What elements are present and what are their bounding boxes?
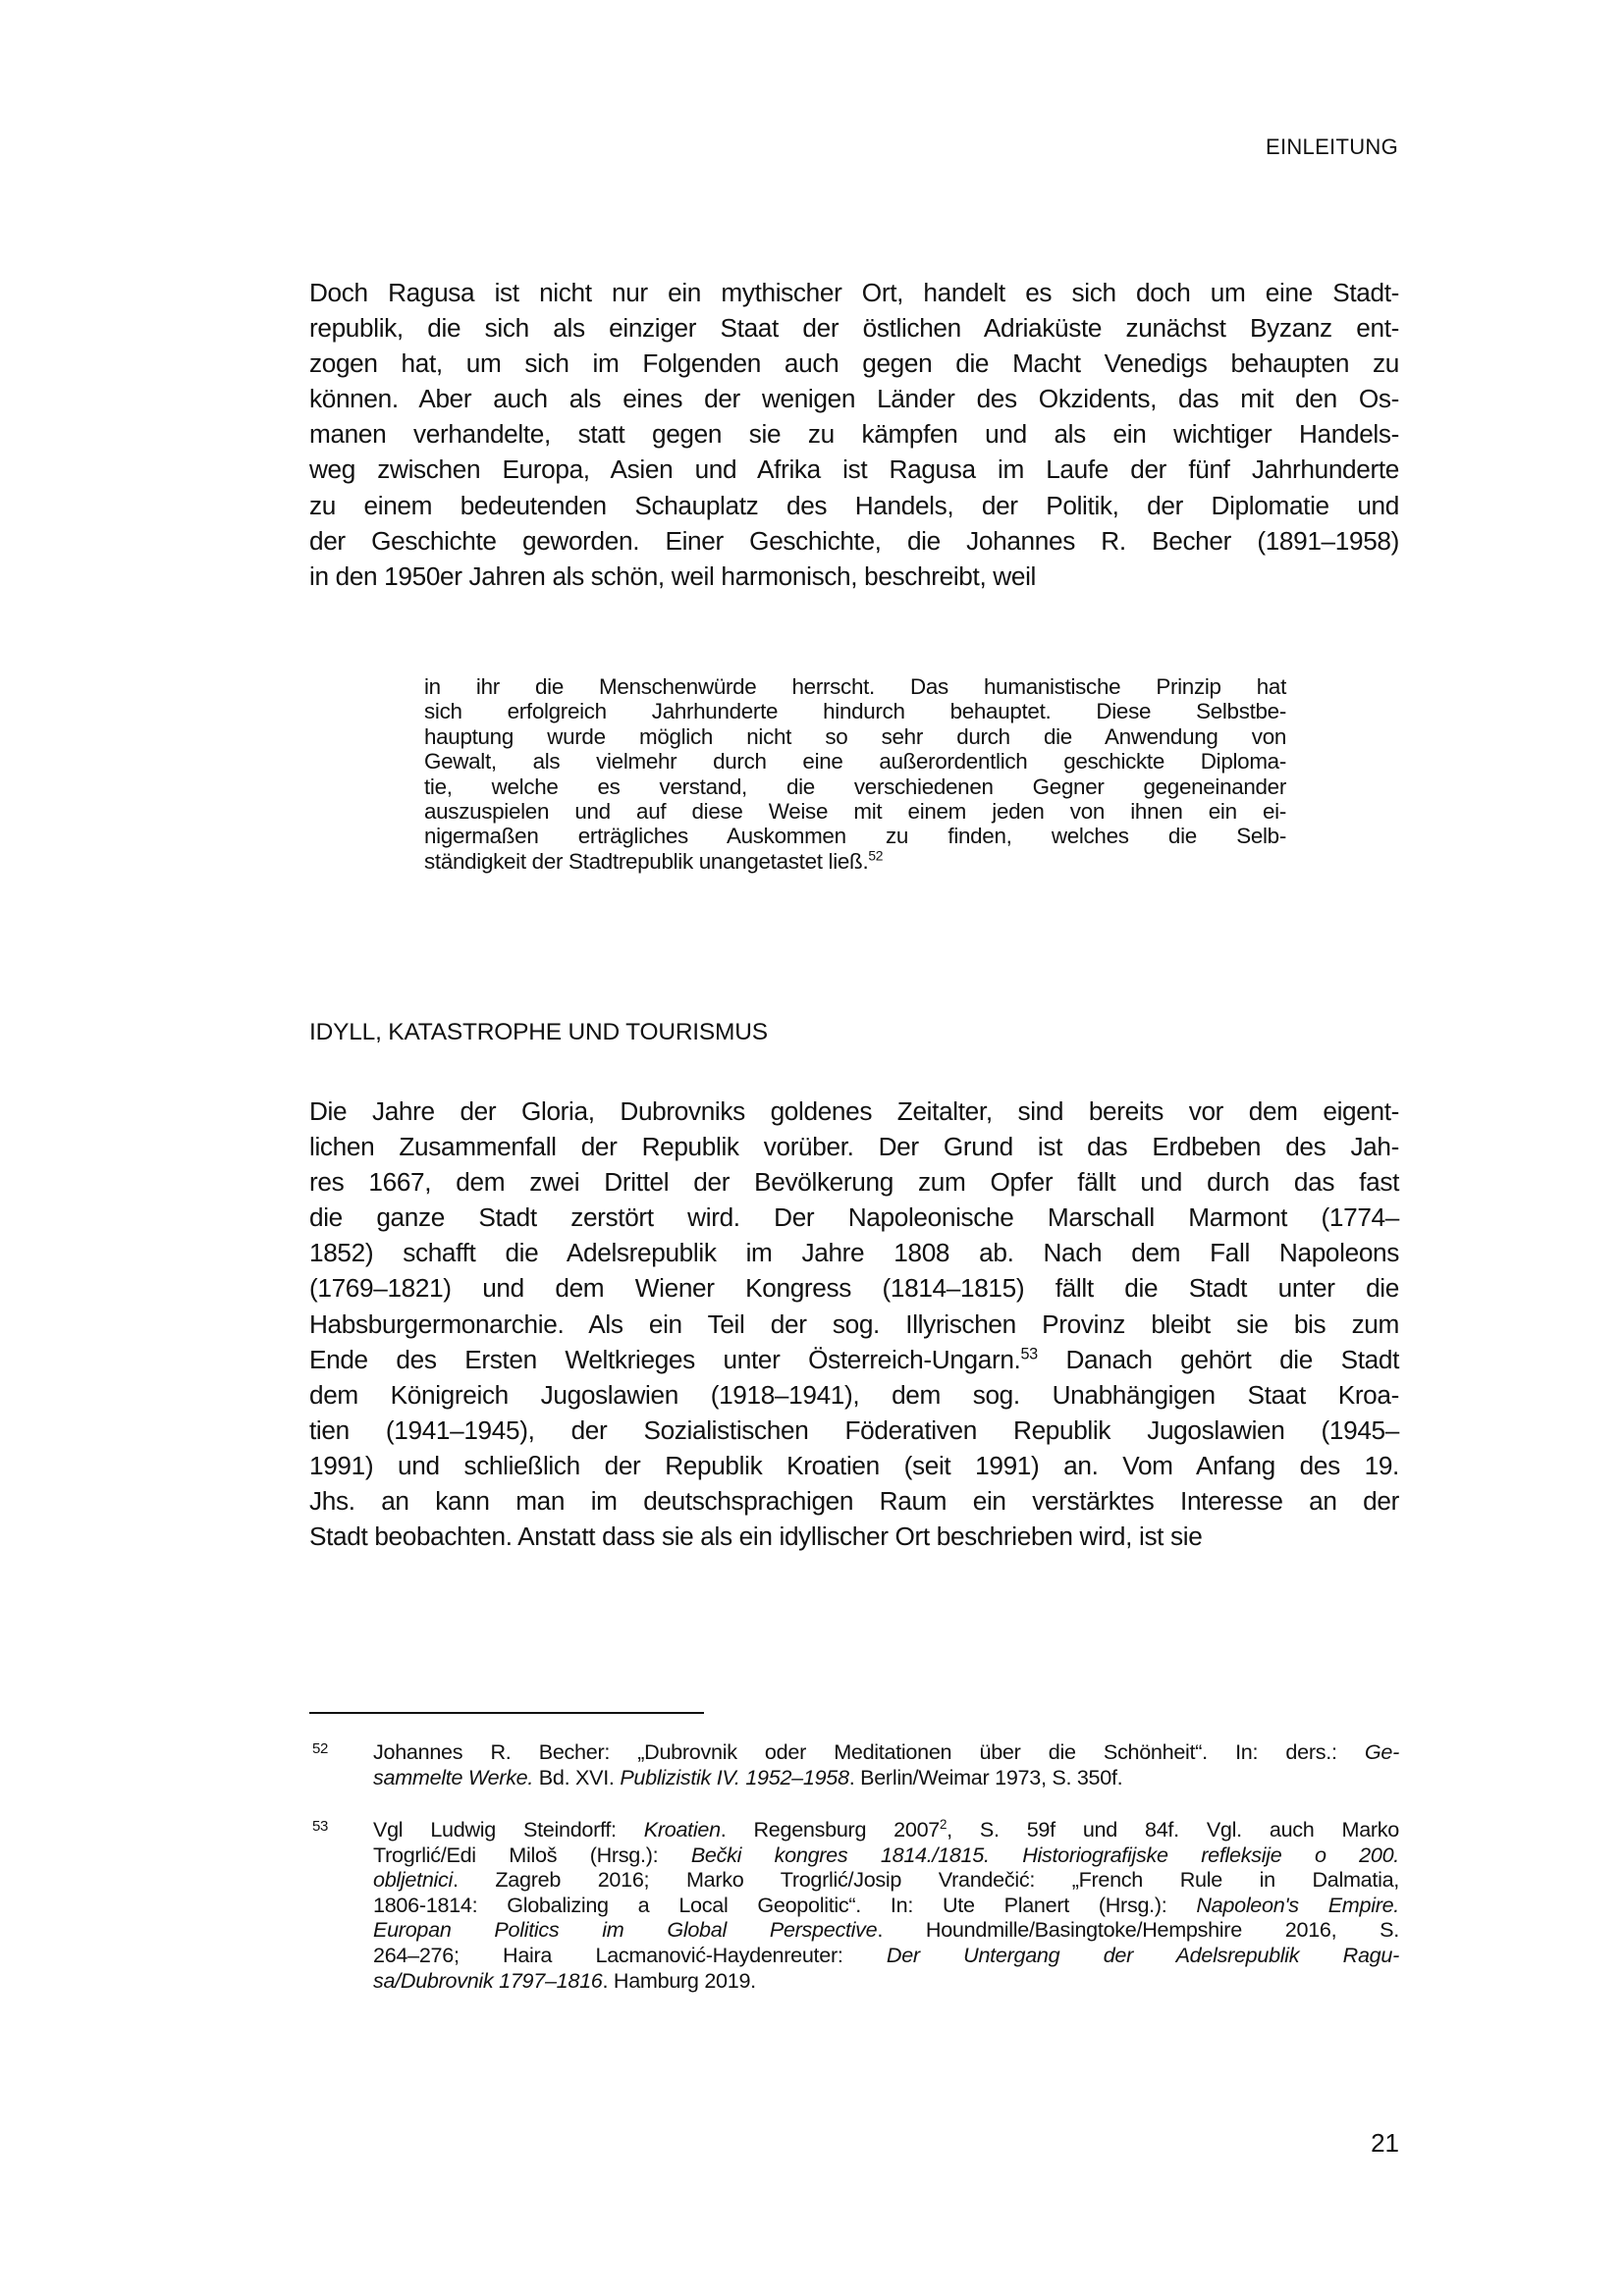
text-segment: Ende des Ersten Weltkrieges unter Österreich-Ungarn.: [309, 1344, 1021, 1374]
text-line: res 1667, dem zwei Drittel der Bevölkerung zum Opfer fällt und durch das fast: [309, 1167, 1399, 1198]
italic-title: Napoleon's Empire.: [1196, 1892, 1399, 1917]
paragraph-2: [309, 1094, 1399, 1554]
italic-title: Kroatien: [643, 1817, 721, 1842]
quote-line: Gewalt, als vielmehr durch eine außerordentlich geschickte Diploma-: [424, 749, 1286, 774]
quote-line-text: ständigkeit der Stadtrepublik unangetastet ließ.: [424, 848, 869, 874]
text-line: Stadt beobachten. Anstatt dass sie als ein idyllischer Ort beschrieben wird, ist sie: [309, 1522, 1203, 1552]
text-segment: Johannes R. Becher: „Dubrovnik oder Meditationen über die Schönheit“. In: ders.:: [373, 1739, 1365, 1764]
text-line: 1852) schafft die Adelsrepublik im Jahre 1808 ab. Nach dem Fall Napoleons: [309, 1238, 1399, 1268]
italic-title: obljetnici: [373, 1867, 454, 1893]
footnote-line: [373, 1917, 1399, 1943]
quote-line: in ihr die Menschenwürde herrscht. Das humanistische Prinzip hat: [424, 674, 1286, 699]
text-segment: Vgl Ludwig Steindorff:: [373, 1817, 644, 1842]
text-segment: , S. 59f und 84f. Vgl. auch Marko: [947, 1817, 1399, 1842]
footnote-number: 52: [312, 1740, 329, 1757]
italic-title: sa/Dubrovnik 1797–1816: [373, 1967, 603, 1993]
footnote-line: [373, 1842, 1399, 1868]
footnote-line: [373, 1968, 1399, 1994]
footnote-line: [373, 1817, 1399, 1842]
text-line: Habsburgermonarchie. Als ein Teil der sog. Illyrischen Provinz bleibt sie bis zum: [309, 1308, 1399, 1339]
block-quote: [424, 674, 1286, 874]
text-segment: . Houndmille/Basingtoke/Hempshire 2016, S.: [877, 1917, 1399, 1943]
text-line: der Geschichte geworden. Einer Geschichte, die Johannes R. Becher (1891–1958): [309, 525, 1399, 556]
text-segment: Trogrlić/Edi Miloš (Hrsg.):: [373, 1842, 691, 1867]
text-line: Die Jahre der Gloria, Dubrovniks goldenes Zeitalter, sind bereits vor dem eigent-: [309, 1096, 1399, 1126]
quote-line: sich erfolgreich Jahrhunderte hindurch behauptet. Diese Selbstbe-: [424, 699, 1286, 724]
text-line: Doch Ragusa ist nicht nur ein mythischer Ort, handelt es sich doch um eine Stadt-: [309, 278, 1399, 307]
page-number: 21: [1371, 2128, 1399, 2158]
footnote-number: 53: [312, 1818, 329, 1835]
text-line: (1769–1821) und dem Wiener Kongress (1814–1815) fällt die Stadt unter die: [309, 1273, 1399, 1304]
italic-title: Publizistik IV. 1952–1958: [620, 1764, 849, 1789]
italic-title: Ge-: [1364, 1739, 1399, 1764]
section-heading: IDYLL, KATASTROPHE UND TOURISMUS: [309, 1019, 768, 1045]
text-line: in den 1950er Jahren als schön, weil harmonisch, beschreibt, weil: [309, 561, 1037, 591]
text-segment: . Hamburg 2019.: [602, 1967, 756, 1993]
text-line: [309, 1342, 1399, 1377]
quote-line: hauptung wurde möglich nicht so sehr durch die Anwendung von: [424, 723, 1286, 749]
running-head: EINLEITUNG: [1265, 134, 1398, 159]
footnote-line: [373, 1739, 1399, 1765]
edition-superscript: 2: [940, 1816, 947, 1832]
text-segment: . Zagreb 2016; Marko Trogrlić/Josip Vrandečić: „French Rule in Dalmatia,: [453, 1867, 1399, 1893]
text-segment: Danach gehört die Stadt: [1037, 1344, 1399, 1374]
text-line: 1991) und schließlich der Republik Kroatien (seit 1991) an. Vom Anfang des 19.: [309, 1450, 1399, 1480]
text-line: lichen Zusammenfall der Republik vorüber. Der Grund ist das Erdbeben des Jah-: [309, 1132, 1399, 1162]
footnote-body: [373, 1739, 1399, 1789]
text-line: Jhs. an kann man im deutschsprachigen Raum ein verstärktes Interesse an der: [309, 1486, 1399, 1517]
text-line: zogen hat, um sich im Folgenden auch gegen die Macht Venedigs behaupten zu: [309, 348, 1399, 379]
footnote-ref-52[interactable]: 52: [868, 847, 884, 864]
text-line: die ganze Stadt zerstört wird. Der Napoleonische Marschall Marmont (1774–: [309, 1202, 1399, 1233]
italic-title: Der Untergang der Adelsrepublik Ragu-: [886, 1942, 1399, 1967]
text-line: weg zwischen Europa, Asien und Afrika ist Ragusa im Laufe der fünf Jahrhunderte: [309, 454, 1399, 485]
footnote-line: [373, 1765, 1399, 1790]
italic-title: sammelte Werke.: [373, 1764, 534, 1789]
footnote-line: [373, 1943, 1399, 1968]
text-segment: Bd. XVI.: [533, 1764, 621, 1789]
text-line: republik, die sich als einziger Staat der östlichen Adriaküste zunächst Byzanz ent-: [309, 313, 1399, 344]
footnote-separator: [309, 1712, 704, 1714]
quote-line: auszuspielen und auf diese Weise mit einem jeden von ihnen ein ei-: [424, 798, 1286, 824]
text-segment: . Regensburg 2007: [720, 1817, 941, 1842]
italic-title: Europan Politics im Global Perspective: [373, 1917, 878, 1943]
quote-line: nigermaßen erträgliches Auskommen zu finden, welches die Selb-: [424, 824, 1286, 849]
text-segment: . Berlin/Weimar 1973, S. 350f.: [848, 1764, 1123, 1789]
text-line: zu einem bedeutenden Schauplatz des Handels, der Politik, der Diplomatie und: [309, 490, 1399, 520]
text-segment: 1806-1814: Globalizing a Local Geopolitic“. In: Ute Planert (Hrsg.):: [373, 1892, 1197, 1917]
footnote-ref-53[interactable]: 53: [1020, 1344, 1038, 1362]
footnote-line: [373, 1867, 1399, 1893]
quote-line: [424, 849, 1286, 874]
text-line: tien (1941–1945), der Sozialistischen Föderativen Republik Jugoslawien (1945–: [309, 1415, 1399, 1445]
footnote-body: [373, 1817, 1399, 1993]
text-line: manen verhandelte, statt gegen sie zu kämpfen und als ein wichtiger Handels-: [309, 419, 1399, 450]
quote-line: tie, welche es verstand, die verschiedenen Gegner gegeneinander: [424, 774, 1286, 799]
footnote-line: [373, 1893, 1399, 1918]
paragraph-1: [309, 275, 1399, 594]
italic-title: Bečki kongres 1814./1815. Historiografijske refleksije o 200.: [690, 1842, 1399, 1867]
text-line: können. Aber auch als eines der wenigen Länder des Okzidents, das mit den Os-: [309, 384, 1399, 414]
text-line: dem Königreich Jugoslawien (1918–1941), dem sog. Unabhängigen Staat Kroa-: [309, 1379, 1399, 1410]
text-segment: 264–276; Haira Lacmanović-Haydenreuter:: [373, 1942, 887, 1967]
